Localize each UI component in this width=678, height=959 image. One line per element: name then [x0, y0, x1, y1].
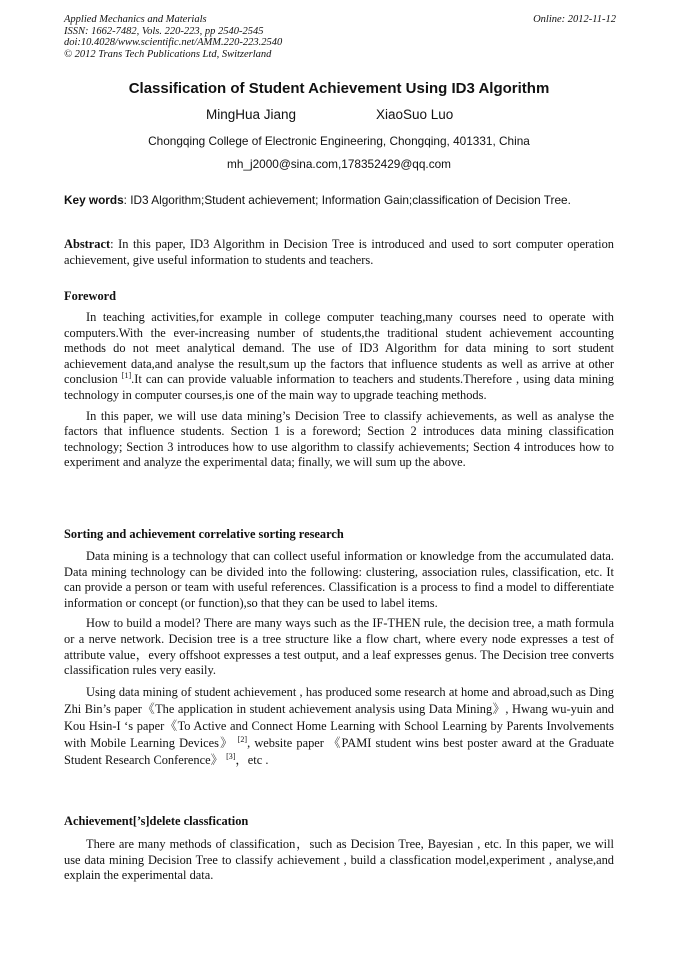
- paragraph-text: .It can can provide valuable information to teachers and students.Therefore , using data mining technology in computer courses,is one of the main way to upgrade teaching methods.: [64, 372, 615, 402]
- abstract-label: Abstract: [64, 237, 111, 251]
- paragraph-text: , website paper 《PAMI student wins best poster award at the Graduate Student Research Conference》: [64, 735, 615, 767]
- journal-name: Applied Mechanics and Materials: [64, 14, 207, 25]
- keywords-text: : ID3 Algorithm;Student achievement; Information Gain;classification of Decision Tree.: [123, 193, 571, 207]
- journal-copyright: © 2012 Trans Tech Publications Ltd, Switzerland: [64, 48, 272, 60]
- keywords: [64, 193, 616, 207]
- section-heading: Achievement[’s]delete classfication: [64, 814, 249, 828]
- paragraph-text: ，etc .: [235, 752, 269, 767]
- online-date: Online: 2012-11-12: [533, 14, 616, 25]
- sorting-section: [64, 549, 614, 774]
- paragraph: Data mining is a technology that can collect useful information or knowledge from the accumulated data. Data mining technology can be divided into the following: clustering, association rules, classification, etc. It can provide a person or team with useful references. Classification is a process to find a model to differentiate information or concept (or function),so that they can be used to label items.: [64, 549, 614, 610]
- section-heading: Sorting and achievement correlative sorting research: [64, 527, 344, 541]
- author-name: XiaoSuo Luo: [376, 107, 454, 122]
- paragraph: [64, 684, 614, 769]
- section-heading: Foreword: [64, 289, 117, 303]
- paragraph: How to build a model? There are many ways such as the IF-THEN rule, the decision tree, a math formula or a nerve network. Decision tree is a tree structure like a flow chart, where every node expresses a test of attribute value，every offshoot expresses a test output, and a leaf expresses genus. The Decision tree converts classification rules very easily.: [64, 616, 614, 678]
- journal-doi: doi:10.4028/www.scientific.net/AMM.220-223.2540: [64, 37, 283, 48]
- paper-title: Classification of Student Achievement Using ID3 Algorithm: [128, 80, 550, 97]
- paragraph: There are many methods of classification，such as Decision Tree, Bayesian , etc. In this paper, we will use data mining Decision Tree to classify achievement , build a classfication model,experiment , analyse,and explain the experimental data.: [64, 837, 614, 883]
- achievement-section: [64, 837, 614, 889]
- paragraph: [64, 310, 614, 404]
- citation-ref: [2]: [237, 734, 248, 744]
- abstract-text: : In this paper, ID3 Algorithm in Decision Tree is introduced and used to sort computer operation achievement, give useful information to students and teachers.: [64, 237, 614, 267]
- paragraph-text: In teaching activities,for example in college computer teaching,many courses need to operate with computers.With the ever-increasing number of students,the traditional student achievement accounting methods do not meet analytical demand. The use of ID3 Algorithm for data mining to sort student achievement data,and analyse the result,sum up the factors that influence students as well as arrive at other conclusion: [64, 310, 614, 387]
- foreword-section: [64, 310, 614, 476]
- abstract: [64, 237, 614, 268]
- citation-ref: [3]: [226, 751, 236, 761]
- keywords-label: Key words: [64, 193, 124, 207]
- paragraph: In this paper, we will use data mining’s Decision Tree to classify achievements, as well as analyse the factors that influence students. Section 1 is a foreword; Section 2 introduces data mining classification technology; Section 3 introduces how to use algorithm to classify achievements; Section 4 introduces how to experiment and analyze the experimental data; finally, we will sum up the above.: [64, 408, 614, 470]
- author-emails: mh_j2000@sina.com,178352429@qq.com: [227, 157, 451, 171]
- author-affiliation: Chongqing College of Electronic Engineering, Chongqing, 401331, China: [148, 134, 530, 148]
- paragraph-text: Using data mining of student achievement , has produced some research at home and abroad,such as Ding Zhi Bin’s paper《The application in student achievement analysis using Data Mining》, Hwang wu-yuin and Kou Hsin-I ‘s paper《To Active and Connect Home Learning with School Learning by Parents Involvements with Mobile Learning Devices》: [64, 684, 614, 750]
- author-name: MingHua Jiang: [206, 107, 297, 122]
- citation-ref: [1]: [121, 371, 132, 381]
- journal-header: [64, 14, 616, 60]
- journal-issn: ISSN: 1662-7482, Vols. 220-223, pp 2540-2545: [64, 25, 264, 37]
